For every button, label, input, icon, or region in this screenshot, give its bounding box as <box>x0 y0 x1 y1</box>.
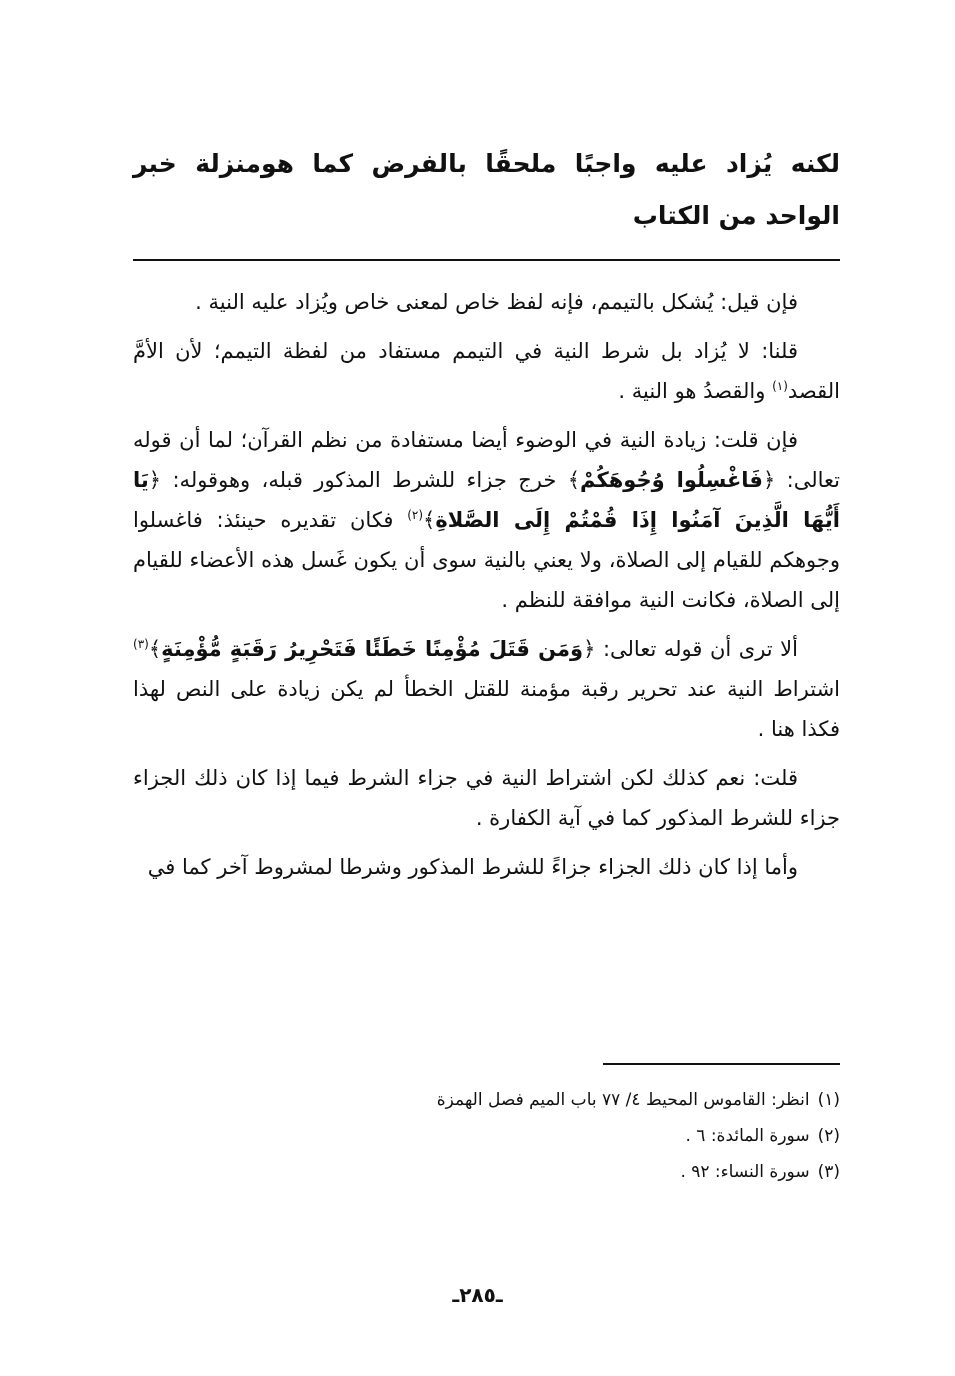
paragraph-6-text: وأما إذا كان ذلك الجزاء جزاءً للشرط المذكور وشرطا لمشروط آخر كما في <box>147 855 798 879</box>
paragraph-3 <box>133 420 840 620</box>
paragraph-3-text-end: فكان تقديره حينئذ: فاغسلوا وجوهكم للقيام إلى الصلاة، ولا يعني بالنية سوى أن يكون غَسل هذه الأعضاء للقيام إلى الصلاة، فكانت النية موافقة للنظم . <box>133 508 840 612</box>
header-divider <box>133 259 840 261</box>
paragraph-5 <box>133 758 840 838</box>
footnote-1 <box>360 1082 840 1118</box>
footnote-2 <box>360 1118 840 1154</box>
header-text: لكنه يُزاد عليه واجبًا ملحقًا بالفرض كما هومنزلة خبر الواحد من الكتاب <box>133 149 840 230</box>
footnote-3 <box>360 1154 840 1190</box>
paragraph-4 <box>133 629 840 749</box>
quote-close-bracket: ﴾ <box>423 508 436 532</box>
footnotes <box>360 1082 840 1190</box>
paragraph-2-text-end: والقصدُ هو النية . <box>618 379 773 403</box>
paragraph-5-text: قلت: نعم كذلك لكن اشتراط النية في جزاء الشرط فيما إذا كان ذلك الجزاء جزاء للشرط المذكور كما في آية الكفارة . <box>133 766 840 830</box>
footnote-2-text: سورة المائدة: ٦ . <box>685 1126 810 1146</box>
paragraph-3-text: فإن قلت: زيادة النية في الوضوء أيضا مستفادة من نظم القرآن؛ لما أن قوله تعالى: <box>133 428 840 492</box>
paragraph-4-text: ألا ترى أن قوله تعالى: <box>595 637 798 661</box>
quran-quote-1-text: فَاغْسِلُوا وُجُوهَكُمْ <box>580 468 763 492</box>
quote-close-bracket: ﴾ <box>148 637 162 661</box>
footnote-ref-1: (١) <box>772 379 788 393</box>
paragraph-6 <box>133 847 840 887</box>
paragraph-1 <box>133 282 840 322</box>
page-number: ـ٢٨٥ـ <box>452 1283 503 1307</box>
footnote-1-text: انظر: القاموس المحيط ٤/ ٧٧ باب الميم فصل الهمزة <box>436 1090 810 1110</box>
quran-quote-3 <box>149 637 596 661</box>
main-body <box>133 282 840 896</box>
quote-close-bracket: ﴾ <box>567 468 581 492</box>
paragraph-2 <box>133 331 840 411</box>
footnote-ref-2: (٢) <box>407 508 424 522</box>
paragraph-3-mid: خرج جزاء للشرط المذكور قبله، وهوقوله: <box>161 468 568 492</box>
quote-open-bracket: ﴿ <box>762 468 776 492</box>
footnote-ref-3: (٣) <box>133 637 149 651</box>
footnote-1-number: (١) <box>817 1090 840 1110</box>
footnote-divider <box>603 1063 840 1065</box>
paragraph-2-text: قلنا: لا يُزاد بل شرط النية في التيمم مستفاد من لفظة التيمم؛ لأن الأمَّ القصد <box>133 339 840 403</box>
quran-quote-2-text: يَا أَيُّهَا الَّذِينَ آمَنُوا إِذَا قُمْتُمْ إِلَى الصَّلاةِ <box>133 468 840 532</box>
quran-quote-1 <box>568 468 776 492</box>
paragraph-4-text-end: اشتراط النية عند تحرير رقبة مؤمنة للقتل الخطأ لم يكن زيادة على النص لهذا فكذا هنا . <box>133 677 840 741</box>
footnote-2-number: (٢) <box>817 1126 840 1146</box>
quran-quote-3-text: وَمَن قَتَلَ مُؤْمِنًا خَطَئًا فَتَحْرِيرُ رَقَبَةٍ مُّؤْمِنَةٍ <box>161 637 584 661</box>
footnote-3-text: سورة النساء: ٩٢ . <box>680 1162 810 1182</box>
footnote-3-number: (٣) <box>817 1162 840 1182</box>
quote-open-bracket: ﴿ <box>583 637 596 661</box>
paragraph-1-text: فإن قيل: يُشكل بالتيمم، فإنه لفظ خاص لمعنى خاص ويُزاد عليه النية . <box>195 290 798 314</box>
quote-open-bracket: ﴿ <box>148 468 162 492</box>
